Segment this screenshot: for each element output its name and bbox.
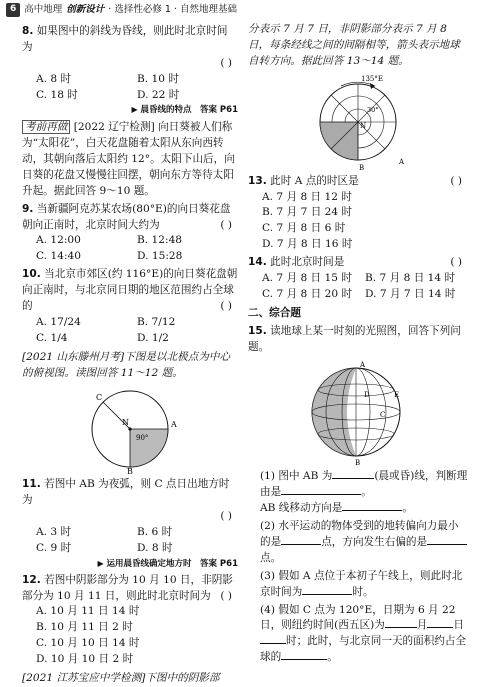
option-a[interactable]: A. 12:00 <box>36 234 81 247</box>
answer-tag: ▶ 运用晨昏线确定地方时 答案 P61 <box>97 558 238 569</box>
option-c[interactable]: C. 14:40 <box>36 250 81 263</box>
question-8: 8. 如果图中的斜线为昏线，则此时北京时间为 ( ) A. 8 时 B. 10 时 C. 18 时 D. 22 时 <box>22 24 238 103</box>
svg-text:C: C <box>380 411 386 420</box>
passage-3-continued: 分表示 7 月 7 日，非阴影部分表示 7 月 8 日，每条经线之间的间隔相等，箭头表示地球自转方向。据此回答 13～14 题。 <box>248 23 460 67</box>
option-b[interactable]: B. 12:48 <box>137 234 183 247</box>
option-d[interactable]: D. 22 时 <box>137 88 180 101</box>
svg-text:B: B <box>355 459 361 468</box>
svg-text:A: A <box>360 361 366 370</box>
label-c: C <box>96 393 103 403</box>
label-angle: 90° <box>136 434 149 443</box>
option-d[interactable]: D. 1/2 <box>137 331 169 344</box>
question-9: 9. 当新疆阿克苏某农场(80°E)的向日葵花盘朝向正南时，北京时间大约为 ( ) A. 12:00 B. 12:48 C. 14:40 D. 15:28 <box>22 202 238 266</box>
label-b: B <box>127 467 133 477</box>
question-15: 15. 读地球上某一时刻的光照图，回答下列问题。 <box>248 324 461 353</box>
sub-question-3: (3) 假如 A 点位于本初子午线上，则此时北京时间为 时。 <box>260 569 463 598</box>
label-n: N <box>122 418 129 428</box>
svg-text:A: A <box>399 157 405 166</box>
answer-blank[interactable] <box>427 627 453 628</box>
right-column <box>248 22 468 666</box>
options <box>22 72 238 104</box>
option-a[interactable]: A. 7 月 8 日 12 时 <box>262 190 352 203</box>
header-brand: 创新设计 <box>66 3 105 15</box>
question-10: 10. 当北京市郊区(约 116°E)的向日葵花盘朝向正南时，与北京同日期的地区范围约占全球的 ( ) A. 17/24 B. 7/12 C. 1/4 D. 1/2 <box>22 267 238 346</box>
sub-question-4: (4) 假如 C 点为 120°E，日期为 6 月 22 日，则纽约时间(西五区)为 月 日时；此时，与北京同一天的面积约占全球的 。 <box>260 603 467 664</box>
passage-1: 考前再做 [2022 辽宁检测] 向日葵被人们称为“太阳花”，白天花盘随着太阳从东向西转动，其朝向落后太阳约 12°。太阳下山后，向日葵的花盘又慢慢往回摆，朝向东方等待太阳升起。据此回答 9～10 题。 <box>22 121 235 197</box>
option-b[interactable]: B. 6 时 <box>137 526 173 539</box>
answer-blank[interactable] <box>281 544 321 545</box>
option-c[interactable]: C. 7 月 8 日 6 时 <box>262 222 346 235</box>
option-b[interactable]: B. 10 月 11 日 2 时 <box>36 621 133 634</box>
answer-tag: ▶ 晨昏线的特点 答案 P61 <box>131 105 238 116</box>
illumination-figure <box>298 357 418 467</box>
option-a[interactable]: A. 10 月 11 日 14 时 <box>36 605 140 618</box>
answer-blank[interactable] <box>260 643 286 644</box>
answer-blank[interactable] <box>281 494 361 495</box>
option-c[interactable]: C. 18 时 <box>36 88 78 101</box>
svg-text:135°E: 135°E <box>361 74 383 83</box>
left-column <box>22 22 238 687</box>
answer-blank[interactable] <box>385 627 417 628</box>
option-a[interactable]: A. 7 月 8 日 15 时 <box>262 272 352 285</box>
header-series: 高中地理 <box>24 3 63 15</box>
sub-question-1: (1) 图中 AB 为 (晨或昏)线，判断理由是 。 AB 线移动方向是 。 <box>260 470 468 515</box>
option-c[interactable]: C. 1/4 <box>36 331 68 344</box>
option-c[interactable]: C. 7 月 8 日 20 时 <box>262 287 353 300</box>
polar-view-figure <box>70 383 190 475</box>
answer-blank[interactable] <box>302 594 352 595</box>
answer-blank[interactable] <box>342 510 402 511</box>
svg-text:B: B <box>359 163 365 172</box>
option-d[interactable]: D. 10 月 10 日 2 时 <box>36 653 134 666</box>
option-d[interactable]: D. 7 月 8 日 16 时 <box>262 238 353 251</box>
page-number: 6 <box>6 3 20 17</box>
label-a: A <box>171 420 177 430</box>
svg-text:D: D <box>364 391 370 400</box>
option-b[interactable]: B. 7 月 7 日 24 时 <box>262 206 353 219</box>
question-11: 11. 若图中 AB 为夜弧，则 C 点日出地方时为 ( ) A. 3 时 B. 6 时 C. 9 时 D. 8 时 <box>22 477 238 556</box>
question-14: 14. 此时北京时间是 ( ) A. 7 月 8 日 15 时 B. 7 月 8 日 14 时 C. 7 月 8 日 20 时 D. 7 月 7 日 14 时 <box>248 255 468 303</box>
night-side <box>312 368 356 456</box>
polar-shadow-figure <box>303 72 413 172</box>
svg-text:N: N <box>360 121 367 130</box>
option-d[interactable]: D. 15:28 <box>137 250 183 263</box>
option-d[interactable]: D. 8 时 <box>137 542 173 555</box>
header-book: · 选择性必修 1 · 自然地理基础 <box>108 3 237 15</box>
svg-text:E: E <box>394 391 400 400</box>
question-12: 12. 若图中阴影部分为 10 月 10 日，非阴影部分为 10 月 11 日，则此时北京时间为 ( ) A. 10 月 11 日 14 时 B. 10 月 11 日 2 时 C. 10 月 10 日 14 时 D. 10 月 10 日 2 时 <box>22 573 238 668</box>
answer-blank[interactable] <box>332 478 374 479</box>
option-d[interactable]: D. 7 月 7 日 14 时 <box>365 287 456 300</box>
answer-blank[interactable] <box>427 544 467 545</box>
option-a[interactable]: A. 17/24 <box>36 315 81 328</box>
option-c[interactable]: C. 9 时 <box>36 542 72 555</box>
option-b[interactable]: B. 7 月 8 日 14 时 <box>365 272 456 285</box>
passage-3: [2021 江苏宝应中学检测]下图中的阴影部 <box>22 672 220 684</box>
question-13: 13. 此时 A 点的时区是 ( ) A. 7 月 8 日 12 时 B. 7 月 7 日 24 时 C. 7 月 8 日 6 时 D. 7 月 8 日 16 时 <box>248 174 468 253</box>
option-a[interactable]: A. 3 时 <box>36 526 72 539</box>
passage-2: [2021 山东滕州月考]下图是以北极点为中心的俯视图。读图回答 11～12 题。 <box>22 350 231 379</box>
section-title: 二、综合题 <box>248 306 301 319</box>
answer-blank[interactable] <box>281 659 327 660</box>
option-b[interactable]: B. 10 时 <box>137 72 179 85</box>
option-b[interactable]: B. 7/12 <box>137 315 176 328</box>
svg-text:30°: 30° <box>367 105 379 114</box>
option-c[interactable]: C. 10 月 10 日 14 时 <box>36 637 140 650</box>
option-a[interactable]: A. 8 时 <box>36 72 72 85</box>
page-header <box>0 0 480 20</box>
sub-question-2: (2) 水平运动的物体受到的地转偏向力最小的是 点，方向发生右偏的是点。 <box>248 519 468 567</box>
north-pole-dot <box>128 428 131 431</box>
